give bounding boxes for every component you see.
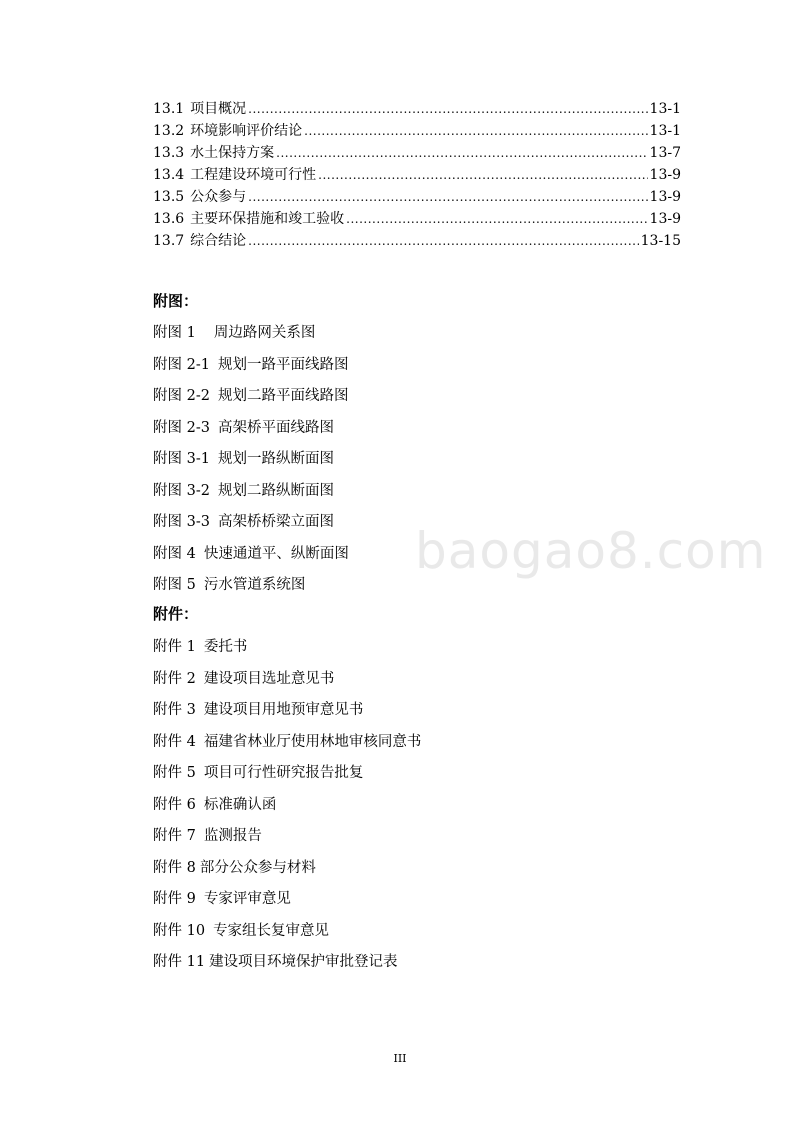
figure-list-item	[153, 575, 673, 607]
toc-page-number: 13-9	[649, 211, 681, 227]
figure-list-item	[153, 449, 673, 481]
figure-title: 规划一路平面线路图	[217, 356, 349, 373]
figure-list-item	[153, 418, 673, 450]
attachment-list-item	[153, 732, 673, 764]
toc-entry[interactable]	[153, 230, 681, 252]
figure-label: 附图 4	[153, 545, 196, 562]
figure-label: 附图 3-2	[153, 482, 210, 499]
attachment-list-item	[153, 700, 673, 732]
attachment-title: 部分公众参与材料	[199, 859, 316, 876]
figure-list-item	[153, 323, 673, 355]
toc-number: 13.4	[153, 167, 185, 183]
toc-entry[interactable]	[153, 208, 681, 230]
figure-list-item	[153, 386, 673, 418]
toc-title: 环境影响评价结论	[190, 123, 303, 139]
attachment-label: 附件 11	[153, 954, 206, 970]
attachment-label: 附件 1	[153, 639, 196, 655]
attachment-title: 福建省林业厅使用林地审核同意书	[203, 733, 422, 750]
toc-title: 工程建设环境可行性	[190, 167, 317, 183]
attachment-list-item	[153, 669, 673, 701]
attachment-list-item	[153, 795, 673, 827]
toc-title: 主要环保措施和竣工验收	[190, 211, 345, 227]
figure-label: 附图 3-3	[153, 514, 210, 530]
toc-number: 13.7	[153, 233, 185, 249]
attachments-heading: 附件：	[153, 605, 199, 623]
toc-number: 13.2	[153, 123, 185, 139]
toc-page-number: 13-1	[649, 101, 681, 117]
figure-title: 规划二路平面线路图	[217, 388, 349, 404]
figure-title: 规划二路纵断面图	[217, 482, 334, 499]
attachments-list	[153, 637, 673, 984]
attachment-title: 建设项目环境保护审批登记表	[209, 954, 398, 970]
toc-leader-dots	[346, 208, 647, 230]
figure-label: 附图 3-1	[153, 451, 210, 467]
toc-leader-dots	[248, 98, 647, 120]
figure-list-item	[153, 481, 673, 513]
attachment-label: 附件 10	[153, 922, 206, 939]
attachment-title: 专家组长复审意见	[213, 922, 330, 939]
toc-leader-dots	[304, 120, 647, 142]
toc-entry[interactable]	[153, 142, 681, 164]
toc-leader-dots	[318, 164, 647, 186]
attachment-label: 附件 3	[153, 702, 196, 718]
toc-entry[interactable]	[153, 120, 681, 142]
attachment-list-item	[153, 921, 673, 953]
attachment-list-item	[153, 952, 673, 984]
page-number: III	[393, 1052, 407, 1065]
toc-entry[interactable]	[153, 164, 681, 186]
attachment-label: 附件 7	[153, 828, 196, 844]
attachment-title: 项目可行性研究报告批复	[203, 765, 364, 781]
figure-title: 周边路网关系图	[213, 325, 316, 341]
figure-label: 附图 5	[153, 577, 196, 593]
toc-title: 水土保持方案	[190, 145, 275, 161]
figure-title: 高架桥桥梁立面图	[217, 514, 334, 530]
attachment-title: 专家评审意见	[203, 891, 291, 907]
figure-list-item	[153, 544, 673, 576]
figure-label: 附图 2-2	[153, 388, 210, 404]
toc-page-number: 13-1	[649, 123, 681, 139]
attachment-list-item	[153, 637, 673, 669]
attachment-label: 附件 4	[153, 733, 196, 750]
figure-list-item	[153, 355, 673, 387]
figure-title: 规划一路纵断面图	[217, 451, 334, 467]
figure-title: 高架桥平面线路图	[217, 419, 334, 436]
toc-title: 公众参与	[190, 189, 247, 205]
figure-title: 快速通道平、纵断面图	[203, 545, 349, 562]
figure-label: 附图 2-3	[153, 419, 210, 436]
figure-title: 污水管道系统图	[203, 577, 306, 593]
figures-list	[153, 323, 673, 607]
attachment-label: 附件 9	[153, 891, 196, 907]
table-of-contents	[153, 98, 681, 252]
attachment-label: 附件 2	[153, 670, 196, 687]
toc-leader-dots	[248, 186, 647, 208]
figure-label: 附图 2-1	[153, 356, 210, 373]
attachment-list-item	[153, 858, 673, 890]
toc-number: 13.6	[153, 211, 185, 227]
attachment-title: 监测报告	[203, 828, 262, 844]
toc-title: 综合结论	[190, 233, 247, 249]
toc-leader-dots	[276, 142, 647, 164]
attachment-label: 附件 6	[153, 796, 196, 813]
attachment-title: 标准确认函	[203, 796, 277, 813]
toc-entry[interactable]	[153, 186, 681, 208]
toc-entry[interactable]	[153, 98, 681, 120]
toc-page-number: 13-9	[649, 189, 681, 205]
toc-number: 13.1	[153, 101, 185, 117]
toc-page-number: 13-9	[649, 167, 681, 183]
toc-number: 13.5	[153, 189, 185, 205]
attachment-list-item	[153, 889, 673, 921]
attachment-title: 委托书	[203, 639, 248, 655]
attachment-title: 建设项目选址意见书	[203, 670, 335, 687]
figure-label: 附图 1	[153, 325, 196, 341]
toc-leader-dots	[248, 230, 638, 252]
toc-number: 13.3	[153, 145, 185, 161]
watermark: baogao8.com	[415, 522, 767, 580]
attachment-label: 附件 5	[153, 765, 196, 781]
toc-title: 项目概况	[190, 101, 247, 117]
figures-heading: 附图：	[153, 292, 199, 310]
figure-list-item	[153, 512, 673, 544]
toc-page-number: 13-7	[649, 145, 681, 161]
attachment-title: 建设项目用地预审意见书	[203, 702, 364, 718]
attachment-list-item	[153, 763, 673, 795]
attachment-label: 附件 8	[153, 859, 196, 876]
attachment-list-item	[153, 826, 673, 858]
toc-page-number: 13-15	[640, 233, 681, 249]
